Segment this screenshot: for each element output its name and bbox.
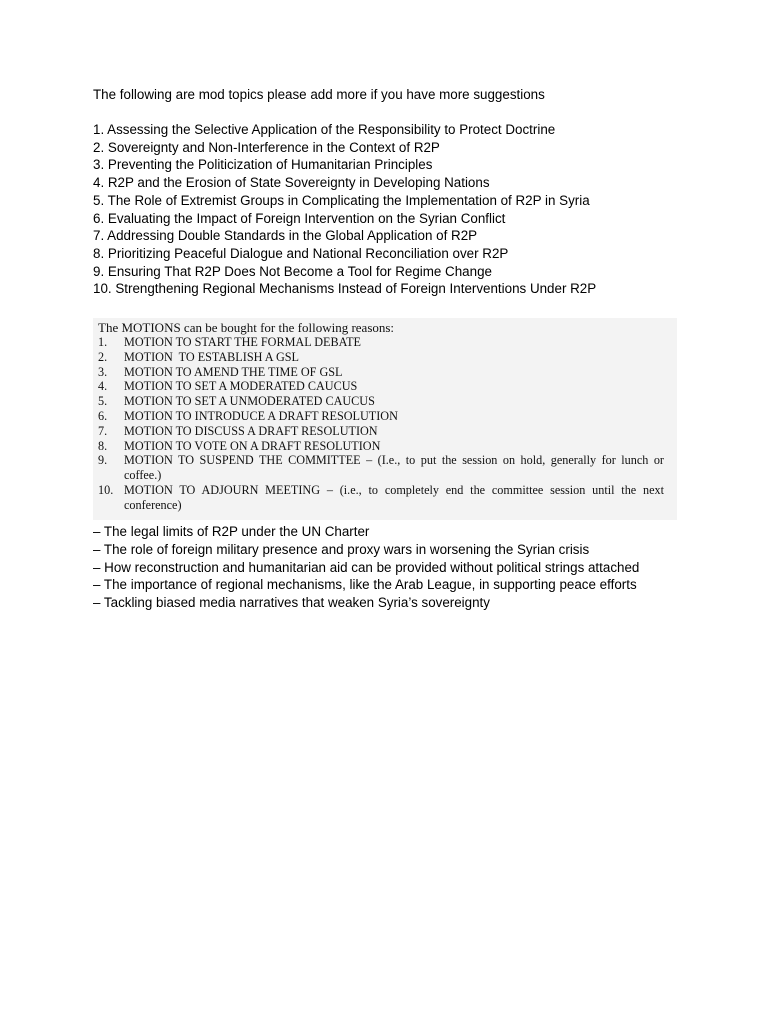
- list-item: – The legal limits of R2P under the UN Charter: [93, 524, 370, 539]
- list-item: 6. Evaluating the Impact of Foreign Intervention on the Syrian Conflict: [93, 210, 506, 226]
- motion-number: 5.: [98, 394, 108, 409]
- motion-text: MOTION TO ESTABLISH A GSL: [124, 349, 299, 364]
- list-item: 10. Strengthening Regional Mechanisms Instead of Foreign Interventions Under R2P: [93, 281, 597, 297]
- motion-number: 2.: [98, 349, 108, 364]
- motion-number: 4.: [98, 379, 108, 394]
- list-item: 3. Preventing the Politicization of Humanitarian Principles: [93, 157, 433, 173]
- motion-text: MOTION TO SET A MODERATED CAUCUS: [124, 379, 358, 394]
- motions-heading: The MOTIONS can be bought for the following reasons:: [98, 320, 395, 335]
- motion-item: [98, 365, 677, 380]
- motion-number: 8.: [98, 438, 108, 453]
- motion-item: [98, 335, 677, 350]
- list-item: 5. The Role of Extremist Groups in Complicating the Implementation of R2P in Syria: [93, 192, 590, 208]
- list-item: – The role of foreign military presence and proxy wars in worsening the Syrian crisis: [93, 541, 590, 557]
- list-item: 1. Assessing the Selective Application of the Responsibility to Protect Doctrine: [93, 122, 556, 137]
- motion-text: MOTION TO ADJOURN MEETING – (i.e., to completely end the committee session until the next conference): [124, 482, 664, 512]
- motion-text: MOTION TO DISCUSS A DRAFT RESOLUTION: [124, 423, 378, 438]
- motion-number: 6.: [98, 408, 108, 423]
- motion-text: MOTION TO START THE FORMAL DEBATE: [124, 335, 361, 349]
- list-item: 8. Prioritizing Peaceful Dialogue and National Reconciliation over R2P: [93, 245, 509, 261]
- motion-item: [98, 439, 677, 454]
- motion-number: 1.: [98, 335, 108, 349]
- list-item: 4. R2P and the Erosion of State Sovereignty in Developing Nations: [93, 175, 490, 191]
- list-item: 7. Addressing Double Standards in the Global Application of R2P: [93, 228, 478, 244]
- motion-item: [98, 379, 677, 394]
- mod-topics-list: [93, 121, 596, 298]
- list-item: – Tackling biased media narratives that weaken Syria’s sovereignty: [93, 595, 490, 611]
- motion-item: [98, 453, 677, 483]
- list-item: 2. Sovereignty and Non-Interference in the Context of R2P: [93, 139, 440, 155]
- motion-number: 7.: [98, 423, 108, 438]
- motion-text: MOTION TO SUSPEND THE COMMITTEE – (I.e., to put the session on hold, generally for lunch or coffee.): [124, 453, 664, 483]
- list-item: 9. Ensuring That R2P Does Not Become a Tool for Regime Change: [93, 263, 492, 279]
- motion-text: MOTION TO INTRODUCE A DRAFT RESOLUTION: [124, 408, 398, 423]
- motion-item: [98, 483, 677, 513]
- motion-item: [98, 424, 677, 439]
- list-item: – How reconstruction and humanitarian aid can be provided without political strings attached: [93, 559, 640, 575]
- motion-number: 10.: [98, 482, 114, 497]
- motions-embedded-image: [93, 318, 677, 520]
- considerations-list: [93, 523, 639, 612]
- motion-item: [98, 394, 677, 409]
- motions-list: [98, 335, 677, 513]
- motion-number: 9.: [98, 453, 108, 468]
- list-item: – The importance of regional mechanisms, like the Arab League, in supporting peace efforts: [93, 577, 637, 593]
- motion-number: 3.: [98, 364, 108, 379]
- intro-text: The following are mod topics please add more if you have more suggestions: [93, 87, 545, 102]
- motion-item: [98, 350, 677, 365]
- motion-text: MOTION TO SET A UNMODERATED CAUCUS: [124, 394, 375, 409]
- motion-text: MOTION TO AMEND THE TIME OF GSL: [124, 364, 343, 379]
- motion-item: [98, 409, 677, 424]
- motion-text: MOTION TO VOTE ON A DRAFT RESOLUTION: [124, 438, 381, 453]
